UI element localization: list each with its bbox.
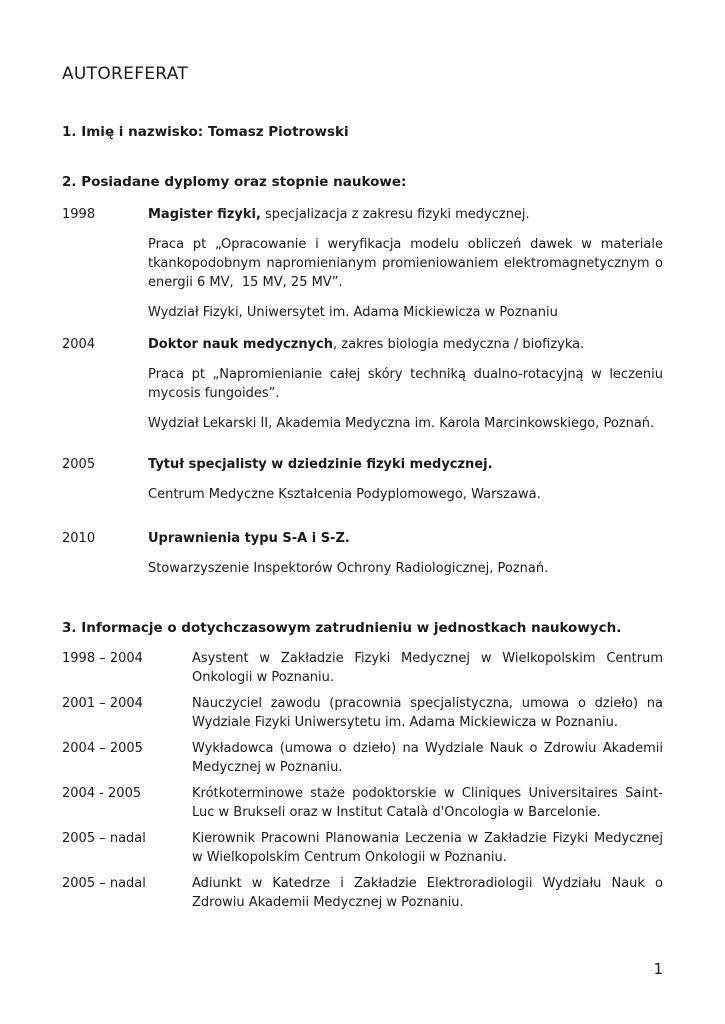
degree-detail: , zakres biologia medyczna / biofizyka. — [333, 337, 585, 352]
employment-period: 2005 – nadal — [62, 876, 146, 891]
degree-entry-2004 — [62, 335, 663, 433]
degree-entry-2010 — [62, 529, 663, 578]
employment-description: Krótkoterminowe staże podoktorskie w Cliniques Universitaires Saint-Luc w Brukseli oraz w Institut Català d'Oncologia w Barcelonie. — [192, 786, 663, 820]
employment-description: Adiunkt w Katedrze i Zakładzie Elektroradiologii Wydziału Nauk o Zdrowiu Akademii Medycznej w Poznaniu. — [192, 876, 663, 910]
document-title: AUTOREFERAT — [62, 64, 189, 84]
degree-name: Uprawnienia typu S-A i S-Z. — [148, 531, 350, 546]
degree-entry-1998 — [62, 205, 663, 322]
entry-year: 2005 — [62, 457, 96, 472]
employment-row — [62, 829, 663, 867]
institution-paragraph: Wydział Lekarski II, Akademia Medyczna im. Karola Marcinkowskiego, Poznań. — [148, 416, 655, 431]
degree-title-line — [148, 529, 663, 548]
degree-title-line — [148, 335, 663, 354]
entry-content — [148, 529, 663, 578]
institution-paragraph: Stowarzyszenie Inspektorów Ochrony Radiologicznej, Poznań. — [148, 561, 549, 576]
institution-paragraph: Centrum Medyczne Kształcenia Podyplomowego, Warszawa. — [148, 487, 541, 502]
thesis-paragraph: Praca pt „Napromienianie całej skóry techniką dualno-rotacyjną w leczeniu mycosis fungoides”. — [148, 367, 663, 401]
degree-name: Tytuł specjalisty w dziedzinie fizyki medycznej. — [148, 457, 493, 472]
degree-name: Doktor nauk medycznych — [148, 337, 334, 352]
entry-content — [148, 335, 663, 433]
thesis-paragraph: Praca pt „Opracowanie i weryfikacja modelu obliczeń dawek w materiale tkankopodobnym napromienianym promieniowaniem elektromagnetycznym o energii 6 MV, 15 MV, 25 MV”. — [148, 237, 663, 290]
employment-row — [62, 784, 663, 822]
employment-description: Kierownik Pracowni Planowania Leczenia w Zakładzie Fizyki Medycznej w Wielkopolskim Centrum Onkologii w Poznaniu. — [192, 831, 663, 865]
employment-period: 2004 - 2005 — [62, 786, 142, 801]
section-1-heading: 1. Imię i nazwisko: Tomasz Piotrowski — [62, 124, 349, 140]
entry-year: 2010 — [62, 531, 96, 546]
degree-entry-2005 — [62, 455, 663, 504]
entry-content — [148, 205, 663, 322]
institution-paragraph: Wydział Fizyki, Uniwersytet im. Adama Mickiewicza w Poznaniu — [148, 305, 558, 320]
employment-description: Nauczyciel zawodu (pracownia specjalistyczna, umowa o dzieło) na Wydziale Fizyki Uniwersytetu im. Adama Mickiewicza w Poznaniu. — [192, 696, 663, 730]
entry-content — [148, 455, 663, 504]
degree-title-line — [148, 455, 663, 474]
employment-row — [62, 649, 663, 687]
section-3-heading: 3. Informacje o dotychczasowym zatrudnieniu w jednostkach naukowych. — [62, 620, 622, 636]
employment-period: 2005 – nadal — [62, 831, 146, 846]
employment-description: Wykładowca (umowa o dzieło) na Wydziale Nauk o Zdrowiu Akademii Medycznej w Poznaniu. — [192, 741, 663, 775]
degree-detail: specjalizacja z zakresu fizyki medycznej. — [260, 207, 530, 222]
employment-row — [62, 694, 663, 732]
employment-period: 1998 – 2004 — [62, 651, 143, 666]
degree-title-line — [148, 205, 663, 224]
entry-year: 1998 — [62, 207, 96, 222]
section-2-heading: 2. Posiadane dyplomy oraz stopnie naukowe: — [62, 174, 407, 190]
employment-description: Asystent w Zakładzie Fizyki Medycznej w Wielkopolskim Centrum Onkologii w Poznaniu. — [192, 651, 663, 685]
degree-name: Magister fizyki, — [148, 207, 261, 222]
page-number: 1 — [653, 960, 663, 978]
entry-year: 2004 — [62, 337, 96, 352]
employment-period: 2001 – 2004 — [62, 696, 143, 711]
employment-row — [62, 874, 663, 912]
employment-row — [62, 739, 663, 777]
employment-period: 2004 – 2005 — [62, 741, 143, 756]
